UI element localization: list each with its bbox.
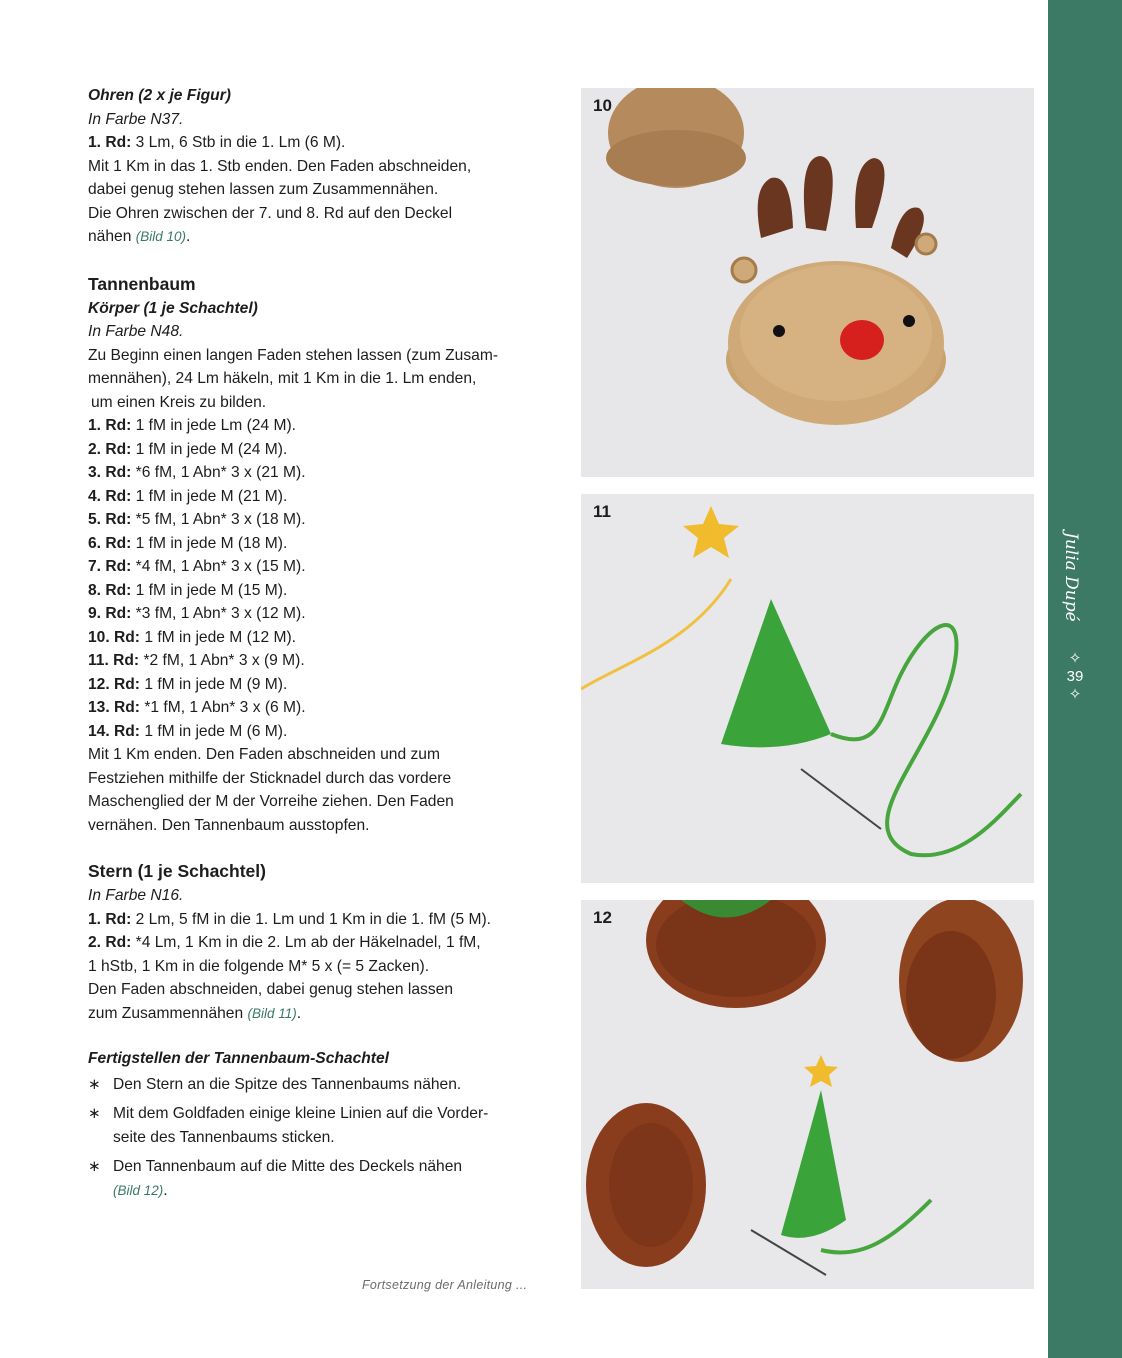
row-text: *4 Lm, 1 Km in die 2. Lm ab der Häkelnadel, 1 fM,: [131, 934, 481, 951]
row-label: 10. Rd:: [88, 628, 140, 646]
tree-row: [88, 414, 558, 438]
period: .: [296, 1004, 302, 1022]
period: .: [163, 1181, 168, 1199]
ears-line: dabei genug stehen lassen zum Zusammennähen.: [88, 181, 439, 198]
tree-row: [88, 461, 558, 485]
list-item-text: Mit dem Goldfaden einige kleine Linien auf die Vorder-: [113, 1105, 489, 1122]
asterisk-icon: ∗: [88, 1158, 101, 1175]
tree-rows: [88, 414, 558, 743]
star-color: In Farbe N16.: [88, 887, 184, 904]
ears-row-1: [88, 131, 558, 155]
star-row-2-cont: 1 hStb, 1 Km in die folgende M* 5 x (= 5 Zacken).: [88, 957, 430, 975]
ears-color: In Farbe N37.: [88, 110, 184, 128]
finish-heading: Fertigstellen der Tannenbaum-Schachtel: [88, 1050, 389, 1067]
list-item: [88, 1155, 558, 1202]
photo-12: [581, 900, 1034, 1289]
row-label: 11. Rd:: [88, 652, 140, 669]
star-row-2: [88, 931, 558, 955]
tree-row: [88, 438, 558, 462]
ears-last-text: nähen: [88, 228, 136, 245]
row-label: 4. Rd:: [88, 487, 132, 505]
row-text: 1 fM in jede M (21 M).: [131, 487, 288, 505]
row-label: 5. Rd:: [88, 511, 132, 528]
row-text: 1 fM in jede M (9 M).: [140, 675, 288, 693]
row-text: 1 fM in jede M (12 M).: [140, 628, 296, 646]
row-text: *2 fM, 1 Abn* 3 x (9 M).: [139, 652, 305, 669]
ears-heading: Ohren (2 x je Figur): [88, 87, 231, 104]
ears-line: Die Ohren zwischen der 7. und 8. Rd auf den Deckel: [88, 204, 453, 222]
tree-row: [88, 626, 558, 650]
row-text: *5 fM, 1 Abn* 3 x (18 M).: [131, 511, 306, 528]
ears-line-last: [88, 225, 558, 249]
tree-heading: Tannenbaum: [88, 273, 196, 294]
tree-row: [88, 485, 558, 509]
figure-ref: (Bild 11): [247, 1005, 297, 1021]
row-label: 3. Rd:: [88, 464, 132, 481]
row-text: 1 fM in jede M (15 M).: [131, 581, 288, 599]
row-text: 3 Lm, 6 Stb in die 1. Lm (6 M).: [131, 134, 346, 151]
photo-11: [581, 494, 1034, 883]
list-item: [88, 1073, 558, 1097]
tree-row: [88, 720, 558, 744]
asterisk-icon: ∗: [88, 1105, 101, 1122]
photo-number: 10: [593, 96, 612, 115]
author-signature: [1054, 528, 1094, 628]
tree-outro-line: Mit 1 Km enden. Den Faden abschneiden und zum: [88, 746, 440, 763]
row-text: 1 fM in jede M (18 M).: [131, 534, 288, 552]
ears-line: Mit 1 Km in das 1. Stb enden. Den Faden abschneiden,: [88, 157, 472, 175]
list-item-text: Den Stern an die Spitze des Tannenbaums nähen.: [113, 1075, 462, 1093]
finished-box-illustration: [581, 900, 1034, 1289]
row-label: 8. Rd:: [88, 581, 132, 599]
tree-color: In Farbe N48.: [88, 323, 184, 340]
tree-outro-line: vernähen. Den Tannenbaum ausstopfen.: [88, 816, 370, 834]
star-last-text: zum Zusammennähen: [88, 1004, 248, 1022]
asterisk-icon: ∗: [88, 1075, 101, 1093]
page-number-block: [1048, 650, 1102, 704]
sparkle-icon: ✧: [1068, 650, 1082, 667]
list-item-text: Den Tannenbaum auf die Mitte des Deckels nähen: [113, 1158, 463, 1175]
figure-ref: (Bild 10): [135, 229, 186, 244]
reindeer-lid-illustration: [581, 88, 1034, 477]
photo-number: 12: [593, 908, 612, 927]
tree-row: [88, 555, 558, 579]
continuation-note: Fortsetzung der Anleitung ...: [362, 1278, 528, 1292]
page-number: 39: [1066, 668, 1084, 685]
figure-ref: (Bild 12): [113, 1182, 164, 1198]
row-text: 1 fM in jede M (24 M).: [131, 440, 288, 458]
text-column: [88, 84, 558, 1208]
finish-list: [88, 1073, 558, 1203]
sparkle-icon: ✧: [1068, 686, 1082, 703]
tree-intro-line: um einen Kreis zu bilden.: [91, 393, 267, 411]
row-label: 13. Rd:: [88, 699, 140, 716]
tree-row: [88, 532, 558, 556]
tree-row: [88, 602, 558, 626]
tree-outro-line: Festziehen mithilfe der Sticknadel durch das vordere: [88, 769, 452, 787]
photo-10: [581, 88, 1034, 477]
row-text: *4 fM, 1 Abn* 3 x (15 M).: [131, 558, 306, 575]
row-label: 2. Rd:: [88, 934, 132, 951]
star-line-last: [88, 1002, 558, 1026]
row-label: 6. Rd:: [88, 534, 132, 552]
row-text: *3 fM, 1 Abn* 3 x (12 M).: [131, 605, 306, 622]
tree-row: [88, 508, 558, 532]
tree-row: [88, 649, 558, 673]
tree-row: [88, 696, 558, 720]
row-text: 1 fM in jede M (6 M).: [140, 722, 288, 740]
period: .: [185, 228, 191, 245]
row-text: *6 fM, 1 Abn* 3 x (21 M).: [131, 464, 306, 481]
row-label: 7. Rd:: [88, 558, 132, 575]
row-label: 14. Rd:: [88, 722, 140, 740]
row-label: 1. Rd:: [88, 134, 132, 151]
row-label: 1. Rd:: [88, 910, 132, 928]
tree-subheading: Körper (1 je Schachtel): [88, 299, 258, 317]
list-item: [88, 1102, 558, 1149]
tree-row: [88, 673, 558, 697]
row-text: *1 fM, 1 Abn* 3 x (6 M).: [140, 699, 306, 716]
row-label: 1. Rd:: [88, 417, 132, 434]
list-item-text: seite des Tannenbaums sticken.: [113, 1128, 335, 1146]
star-line: Den Faden abschneiden, dabei genug stehen lassen: [88, 981, 453, 998]
row-text: 1 fM in jede Lm (24 M).: [131, 417, 296, 434]
row-label: 9. Rd:: [88, 605, 132, 622]
row-label: 12. Rd:: [88, 675, 140, 693]
star-heading: Stern (1 je Schachtel): [88, 861, 266, 881]
tree-intro-line: Zu Beginn einen langen Faden stehen lassen (zum Zusam-: [88, 346, 499, 364]
photo-number: 11: [593, 502, 611, 521]
tree-star-illustration: [581, 494, 1034, 883]
star-row-1: [88, 908, 558, 932]
tree-intro-line: mennähen), 24 Lm häkeln, mit 1 Km in die 1. Lm enden,: [88, 370, 477, 387]
author-name: Julia Dupé: [1061, 532, 1081, 622]
row-text: 2 Lm, 5 fM in die 1. Lm und 1 Km in die 1. fM (5 M).: [131, 910, 491, 928]
tree-outro-line: Maschenglied der M der Vorreihe ziehen. Den Faden: [88, 793, 454, 810]
row-label: 2. Rd:: [88, 440, 132, 458]
tree-row: [88, 579, 558, 603]
